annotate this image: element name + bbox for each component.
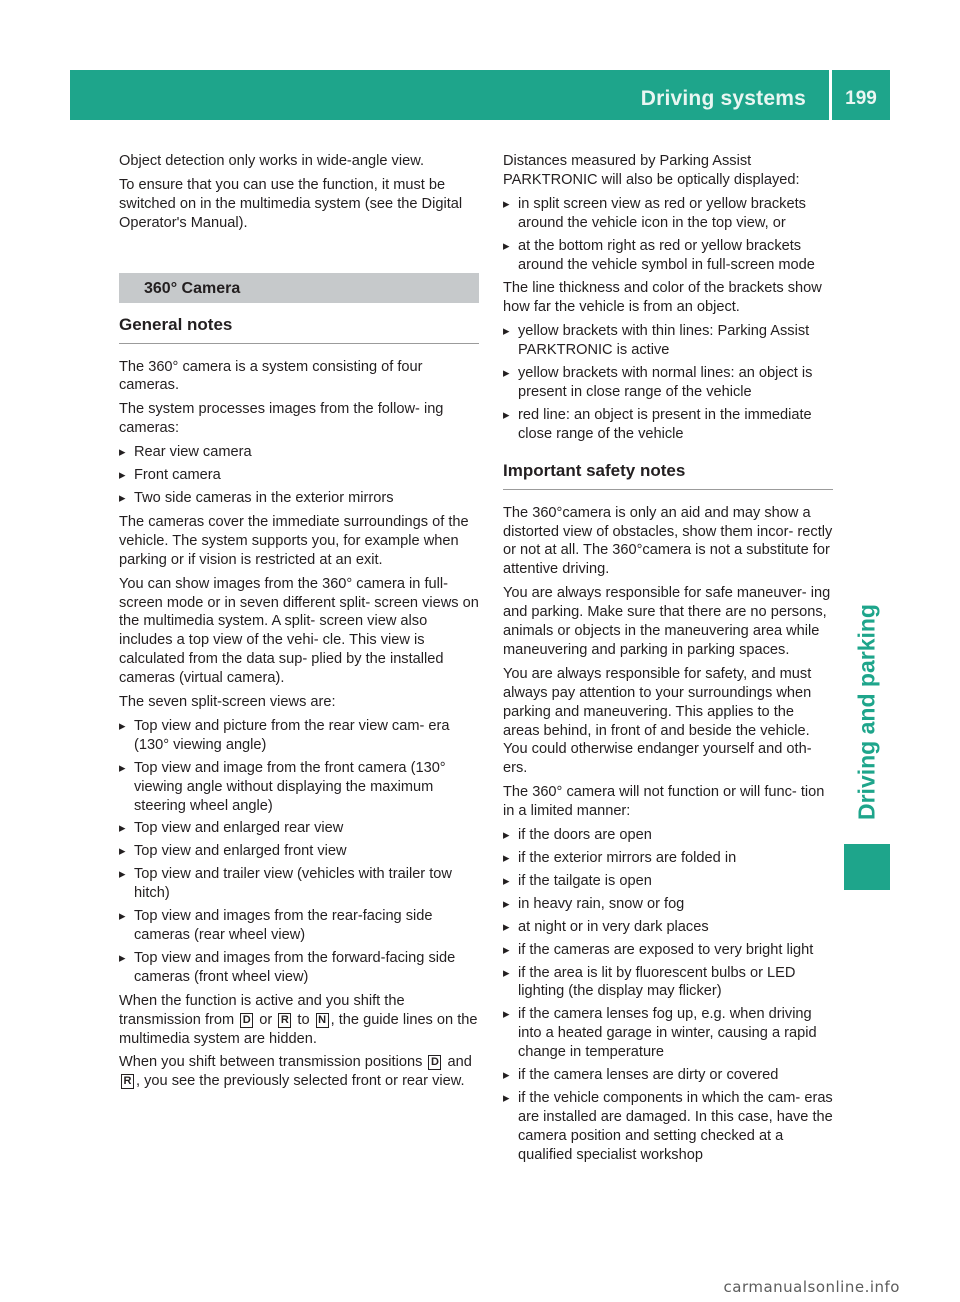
views-list <box>119 717 479 987</box>
list-item: ▸ if the cameras are exposed to very bright light <box>503 941 833 960</box>
gear-r-icon: R <box>121 1074 134 1089</box>
gear-r-icon: R <box>278 1013 291 1028</box>
left-column <box>119 152 479 1096</box>
list-item: ▸ Rear view camera <box>119 443 479 462</box>
paragraph: To ensure that you can use the function, it must be switched on in the multimedia system (see the Digital Operator's Manual). <box>119 176 463 231</box>
list-item: ▸ if the camera lenses are dirty or covered <box>503 1066 833 1085</box>
list-item: ▸ Top view and trailer view (vehicles with trailer tow hitch) <box>119 865 479 903</box>
list-item: ▸ at night or in very dark places <box>503 918 833 937</box>
conditions-list <box>503 826 833 1165</box>
camera-list <box>119 443 479 508</box>
watermark: carmanualsonline.info <box>723 1278 900 1296</box>
paragraph: You can show images from the 360° camera in full-screen mode or in seven different split- screen views on the multimedia system. A split- screen view also includes a top view of the vehi- cle. This view is calculated from the data sup- plied by the installed cameras (virtual camera). <box>119 575 479 687</box>
list-item: ▸ Top view and image from the front camera (130° viewing angle without displaying the maximum steering wheel angle) <box>119 759 479 816</box>
paragraph: The system processes images from the follow- ing cameras: <box>119 401 444 437</box>
right-column <box>503 152 833 1170</box>
paragraph: The line thickness and color of the brackets show how far the vehicle is from an object. <box>503 280 822 316</box>
paragraph: Distances measured by Parking Assist PARKTRONIC will also be optically displayed: <box>503 153 800 188</box>
list-item: ▸ Front camera <box>119 466 479 485</box>
list-item: ▸ in heavy rain, snow or fog <box>503 895 833 914</box>
paragraph: The 360° camera is a system consisting of four cameras. <box>119 358 423 394</box>
paragraph: You are always responsible for safe maneuver- ing and parking. Make sure that there are no persons, animals or objects in the maneuvering area while maneuvering and parking in parking spaces. <box>503 585 831 658</box>
paragraph: The seven split-screen views are: <box>119 694 336 711</box>
paragraph: The 360° camera will not function or will func- tion in a limited manner: <box>503 784 825 820</box>
list-item: ▸ Top view and enlarged front view <box>119 842 479 861</box>
page-number: 199 <box>845 88 877 109</box>
page-header <box>70 70 890 120</box>
paragraph: The cameras cover the immediate surroundings of the vehicle. The system supports you, for example when parking or if vision is restricted at an exit. <box>119 513 469 568</box>
list-item: ▸ if the tailgate is open <box>503 872 833 891</box>
side-tab-marker <box>844 844 890 890</box>
paragraph: Object detection only works in wide-angle view. <box>119 153 425 169</box>
subsection-heading: General notes <box>119 316 479 344</box>
bracket-list <box>503 322 833 443</box>
list-item: ▸ if the vehicle components in which the cam- eras are installed are damaged. In this case, have the camera position and setting checked at a qualified specialist workshop <box>503 1089 833 1165</box>
list-item: ▸ Two side cameras in the exterior mirrors <box>119 489 479 508</box>
paragraph: The 360°camera is only an aid and may show a distorted view of obstacles, show them incor- rectly or not at all. The 360°camera is not a substitute for attentive driving. <box>503 504 833 578</box>
list-item: ▸ Top view and picture from the rear view cam- era (130° viewing angle) <box>119 717 479 755</box>
gear-d-icon: D <box>240 1013 253 1028</box>
section-heading: 360° Camera <box>119 273 479 303</box>
list-item: ▸ Top view and images from the rear-facing side cameras (rear wheel view) <box>119 907 479 945</box>
side-tab: Driving and parking <box>853 604 880 820</box>
paragraph: When the function is active and you shift the transmission from D or R to N , the guide lines on the multimedia system are hidden. <box>119 992 478 1047</box>
list-item: ▸ if the camera lenses fog up, e.g. when driving into a heated garage in winter, causing a rapid change in temperature <box>503 1005 833 1062</box>
list-item: ▸ yellow brackets with thin lines: Parking Assist PARKTRONIC is active <box>503 322 833 360</box>
gear-n-icon: N <box>316 1013 329 1028</box>
gear-d-icon: D <box>428 1055 441 1070</box>
list-item: ▸ Top view and images from the forward-facing side cameras (front wheel view) <box>119 949 479 987</box>
list-item: ▸ at the bottom right as red or yellow brackets around the vehicle symbol in full-screen mode <box>503 237 833 275</box>
list-item: ▸ if the exterior mirrors are folded in <box>503 849 833 868</box>
list-item: ▸ Top view and enlarged rear view <box>119 819 479 838</box>
paragraph: You are always responsible for safety, and must always pay attention to your surroundings when parking and maneuvering. This applies to the areas behind, in front of and beside the vehicle. You could otherwise endanger yourself and oth- ers. <box>503 665 812 777</box>
list-item: ▸ if the area is lit by fluorescent bulbs or LED lighting (the display may flicker) <box>503 964 833 1002</box>
list-item: ▸ if the doors are open <box>503 826 833 845</box>
subsection-heading: Important safety notes <box>503 462 833 490</box>
paragraph: When you shift between transmission positions D and R , you see the previously selected front or rear view. <box>119 1054 472 1090</box>
display-list <box>503 195 833 275</box>
list-item: ▸ in split screen view as red or yellow brackets around the vehicle icon in the top view, or <box>503 195 833 233</box>
chapter-title: Driving systems <box>640 87 806 110</box>
list-item: ▸ yellow brackets with normal lines: an object is present in close range of the vehicle <box>503 364 833 402</box>
list-item: ▸ red line: an object is present in the immediate close range of the vehicle <box>503 406 833 444</box>
